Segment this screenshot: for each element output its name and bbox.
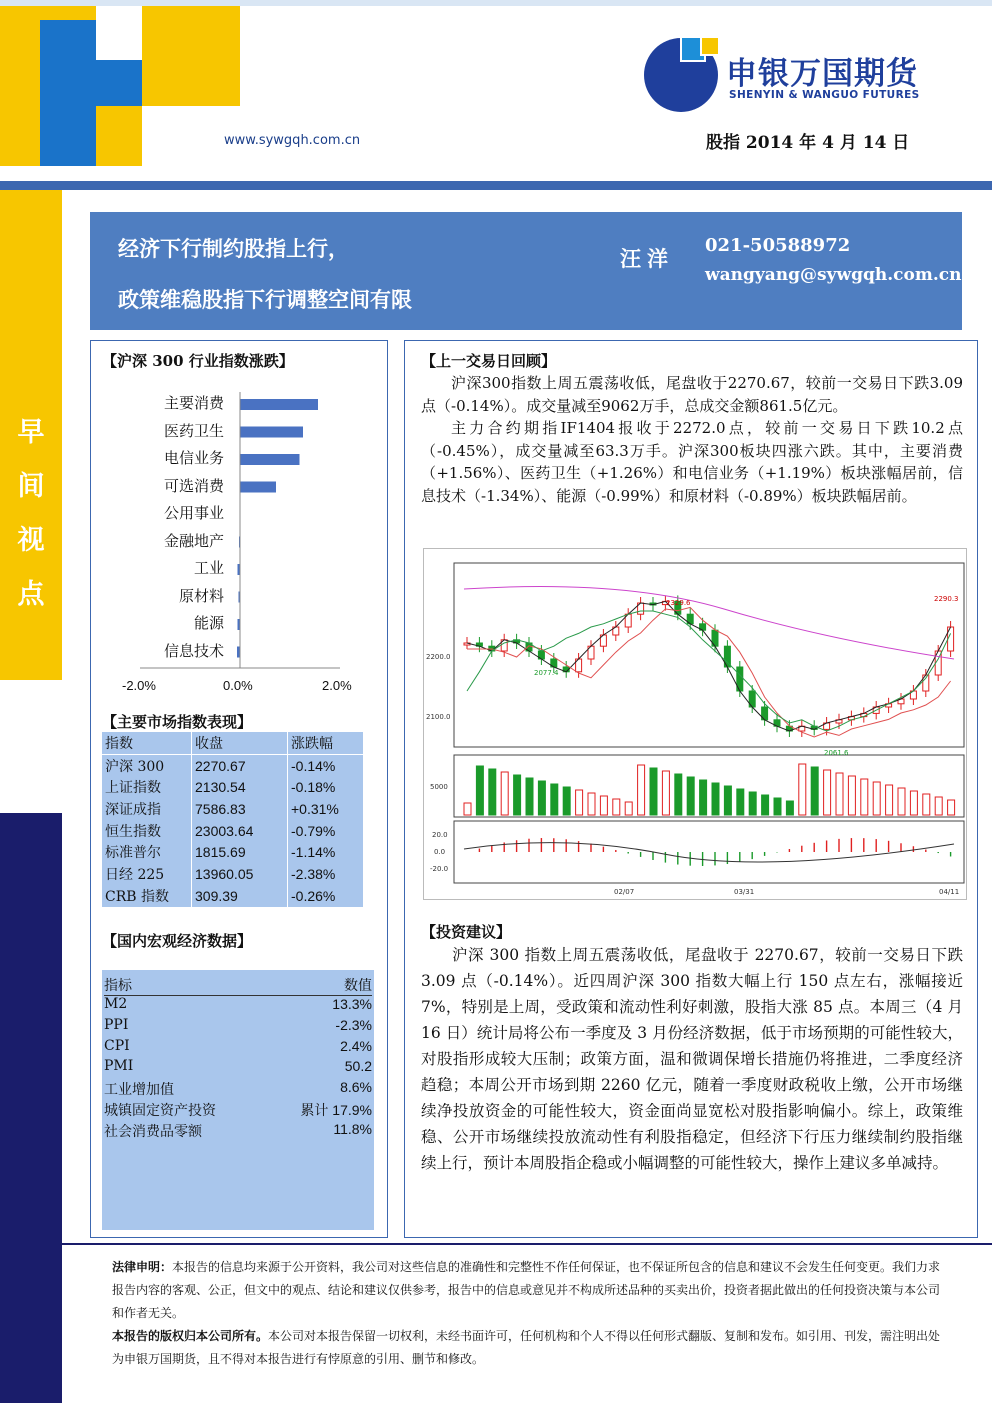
peak-price-label: 2329.6 [666, 599, 691, 607]
volume-bar [476, 766, 483, 815]
volume-bar [638, 765, 645, 815]
x-tick-label: 0.0% [223, 678, 253, 693]
macd-line [464, 843, 954, 862]
side-label-char: 视 [17, 525, 45, 556]
index-name: 上证指数 [102, 776, 192, 798]
table-row [102, 820, 364, 842]
category-label: 工业 [193, 559, 224, 577]
volume-bar [762, 795, 769, 815]
report-date: 股指 2014 年 4 月 14 日 [706, 133, 910, 153]
index-close: 1815.69 [192, 841, 288, 863]
table-row [102, 863, 364, 885]
advice-text [421, 942, 963, 1176]
industry-bar [240, 482, 276, 493]
indicator-name: PMI [104, 1058, 134, 1074]
copyright-text: 本公司对本报告保留一切权利，未经书面许可，任何机构和个人不得以任何形式翻版、复制和发布。如引用、刊发，需注明出处为申银万国期货，且不得对本报告进行有悖原意的引用、删节和修改。 [112, 1329, 941, 1366]
volume-bar [923, 794, 930, 815]
date-label: 03/31 [734, 888, 755, 896]
index-change: -1.14% [288, 841, 364, 863]
category-label: 医药卫生 [163, 421, 224, 440]
review-text [421, 372, 963, 507]
volume-bar [886, 785, 893, 815]
index-name: 深证成指 [102, 798, 192, 820]
indicator-value: 50.2 [344, 1058, 372, 1074]
index-change: -2.38% [288, 863, 364, 885]
volume-bar [600, 796, 607, 815]
side-label-char: 间 [17, 471, 45, 502]
index-close: 2270.67 [192, 754, 288, 776]
legal-statement [112, 1256, 942, 1325]
volume-bar [774, 798, 781, 815]
macd-tick-label: 20.0 [432, 831, 448, 839]
table-row [102, 776, 364, 798]
volume-bar [749, 792, 756, 815]
macd-tick-label: 0.0 [434, 848, 446, 856]
indicator-value: -2.3% [335, 1017, 372, 1033]
volume-bar [848, 776, 855, 815]
index-name: 恒生指数 [102, 820, 192, 842]
side-label-char: 点 [17, 579, 45, 610]
index-change: -0.79% [288, 820, 364, 842]
index-change: -0.18% [288, 776, 364, 798]
category-label: 原材料 [178, 586, 224, 605]
x-tick-label: 2.0% [322, 678, 352, 693]
indicator-value: 8.6% [340, 1079, 372, 1095]
review-paragraph: 沪深300指数上周五震荡收低，尾盘收于2270.67，较前一交易日下跌3.09点（-0.14%）。成交量减至9062万手，总成交金额861.5亿元。 [421, 374, 963, 415]
volume-bar [576, 790, 583, 815]
table-header: 数值 [344, 978, 372, 994]
indicator-value: 累计 17.9% [300, 1102, 372, 1118]
author-name: 汪洋 [620, 246, 674, 271]
index-close: 7586.83 [192, 798, 288, 820]
index-change: -0.14% [288, 754, 364, 776]
website-link[interactable]: www.sywgqh.com.cn [224, 133, 361, 148]
table-row [102, 754, 364, 776]
table-header-row [102, 732, 364, 754]
volume-bar [935, 797, 942, 815]
volume-bar [501, 772, 508, 815]
volume-bar [824, 770, 831, 815]
volume-bar [712, 783, 719, 815]
indicator-value: 11.8% [333, 1121, 372, 1137]
review-paragraph: 主力合约期指IF1404报收于2272.0点，较前一交易日下跌10.2点（-0.45%），成交量减至63.3万手。沪深300板块四涨六跌。其中，主要消费（+1.56%）、医药卫生（+1.26%）和电信业务（+1.19%）板块涨幅居前，信息技术（-1.34%）、能源（-0.99%）和原材料（-0.89%）板块跌幅居前。 [421, 419, 963, 505]
volume-bar [811, 767, 818, 815]
volume-bar [737, 789, 744, 815]
volume-bar [662, 771, 669, 815]
indicator-name: 工业增加值 [104, 1082, 174, 1098]
volume-bar [836, 773, 843, 815]
volume-bar [786, 801, 793, 815]
volume-bar [700, 780, 707, 815]
table-row [102, 885, 364, 907]
author-email[interactable]: wangyang@sywgqh.com.cn [705, 265, 962, 285]
advice-title: 【投资建议】 [421, 923, 512, 941]
author-phone: 021-50588972 [705, 235, 851, 256]
legal-label: 法律申明： [112, 1260, 173, 1274]
date-label: 04/11 [939, 888, 960, 896]
indicator-name: 社会消费品零额 [104, 1124, 202, 1140]
volume-bar [687, 777, 694, 815]
price-tick-label: 2100.0 [426, 713, 451, 721]
category-label: 主要消费 [163, 394, 224, 412]
footer-disclaimer [112, 1256, 942, 1371]
volume-bar [538, 781, 545, 815]
volume-bar [650, 768, 657, 815]
category-label: 可选消费 [163, 476, 224, 495]
date-label: 02/07 [614, 888, 635, 896]
volume-bar [625, 802, 632, 815]
x-tick-label: -2.0% [122, 678, 156, 693]
volume-bar [613, 799, 620, 815]
volume-bar [898, 788, 905, 815]
index-name: 标准普尔 [102, 841, 192, 863]
indicator-name: 城镇固定资产投资 [104, 1103, 216, 1119]
low-price-label: 2077.4 [534, 669, 559, 677]
indicator-name: PPI [104, 1017, 129, 1033]
industry-chart-title: 【沪深 300 行业指数涨跌】 [102, 352, 294, 370]
index-name: 沪深 300 [102, 754, 192, 776]
volume-bar [551, 784, 558, 815]
index-name: CRB 指数 [102, 885, 192, 907]
index-change: +0.31% [288, 798, 364, 820]
category-label: 能源 [193, 614, 224, 632]
macd-pane [454, 821, 964, 883]
volume-bar [526, 778, 533, 815]
table-header: 涨跌幅 [288, 732, 364, 754]
index-close: 309.39 [192, 885, 288, 907]
volume-bar [873, 782, 880, 815]
table-row [102, 798, 364, 820]
index-close: 2130.54 [192, 776, 288, 798]
index-close: 23003.64 [192, 820, 288, 842]
footer-rule [62, 1243, 992, 1245]
industry-bar [240, 454, 300, 465]
side-strip [0, 813, 62, 1403]
copyright-statement [112, 1325, 942, 1371]
report-title-line1: 经济下行制约股指上行， [118, 236, 349, 261]
volume-bar [910, 791, 917, 815]
indicator-value: 13.3% [332, 996, 372, 1012]
market-table-title: 【主要市场指数表现】 [102, 713, 253, 731]
advice-paragraph: 沪深 300 指数上周五震荡收低，尾盘收于 2270.67，较前一交易日下跌 3.09 点（-0.14%）。近四周沪深 300 指数大幅上行 150 点左右，涨幅接近 7%，特别是上周，受政策和流动性利好刺激，股指大涨 85 点。本周三（4 月 16 日）统计局将公布一季度及 3 月份经济数据，低于市场预期的可能性较大，对股指形成较大压制；政策方面，温和微调保增长措施仍将推进，二季度经济趋稳；本周公开市场到期 2260 亿元，随着一季度财政税收上缴，公开市场继续净投放资金的可能性较大，资金面尚显宽松对股指影响偏小。综上，政策维稳、公开市场继续投放流动性有利股指稳定，但经济下行压力继续制约股指继续上行，预计本周股指企稳或小幅调整的可能性较大，操作上建议多单减持。 [421, 946, 963, 1172]
legal-text: 本报告的信息均来源于公开资料，我公司对这些信息的准确性和完整性不作任何保证，也不保证所包含的信息和建议不会发生任何变更。我们力求报告内容的客观、公正，但文中的观点、结论和建议仅供参考，报告中的信息或意见并不构成所述品种的买卖出价，投资者据此做出的任何投资决策与本公司和作者无关。 [112, 1260, 941, 1320]
high-price-label: 2290.3 [934, 595, 959, 603]
kline-chart-svg [424, 549, 966, 899]
kline-chart [423, 548, 967, 900]
indicator-name: CPI [104, 1038, 130, 1054]
category-label: 公用事业 [163, 504, 224, 522]
volume-bar [514, 775, 521, 815]
macd-tick-label: -20.0 [430, 865, 449, 873]
review-title: 【上一交易日回顾】 [421, 352, 557, 370]
volume-bar [861, 779, 868, 815]
category-label: 金融地产 [163, 531, 224, 550]
industry-bar [240, 399, 318, 410]
side-label-char: 早 [17, 417, 45, 448]
indicator-name: M2 [104, 996, 128, 1012]
volume-bar [588, 793, 595, 815]
market-index-table [102, 732, 364, 907]
volume-bar [563, 787, 570, 815]
indicator-value: 2.4% [340, 1038, 372, 1054]
category-label: 电信业务 [163, 449, 224, 467]
category-label: 信息技术 [163, 641, 224, 660]
volume-bar [675, 774, 682, 815]
table-header: 指标 [104, 978, 132, 994]
volume-bar [724, 786, 731, 815]
volume-bar [799, 764, 806, 815]
index-change: -0.26% [288, 885, 364, 907]
price-tick-label: 2200.0 [426, 653, 451, 661]
company-name-en: SHENYIN & WANGUO FUTURES [729, 89, 920, 101]
bottom-price-label: 2061.6 [824, 749, 849, 757]
index-close: 13960.05 [192, 863, 288, 885]
table-header-row [104, 975, 372, 996]
copyright-label: 本报告的版权归本公司所有。 [112, 1329, 269, 1343]
table-row [102, 841, 364, 863]
volume-bar [489, 769, 496, 815]
volume-bar [948, 800, 955, 815]
report-title-line2: 政策维稳股指下行调整空间有限 [118, 287, 412, 312]
company-name-cn: 申银万国期货 [726, 56, 918, 92]
volume-tick-label: 5000 [430, 783, 448, 791]
index-name: 日经 225 [102, 863, 192, 885]
macro-table-title: 【国内宏观经济数据】 [102, 932, 253, 950]
volume-bar [464, 803, 471, 815]
table-header: 指数 [102, 732, 192, 754]
industry-bar [240, 427, 303, 438]
table-header: 收盘 [192, 732, 288, 754]
